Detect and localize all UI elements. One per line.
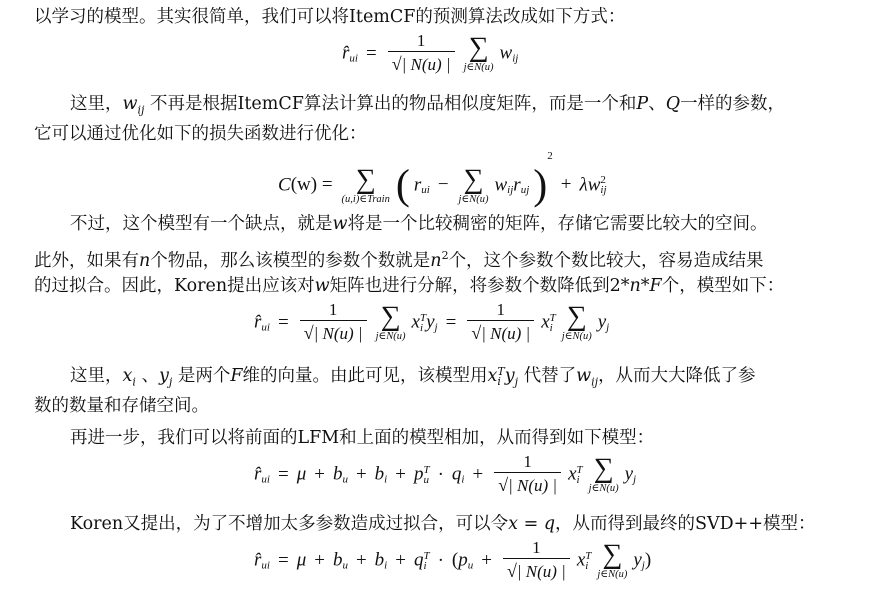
summation: ∑ j∈N(u) [463,32,494,73]
summation-neighbors: ∑ j∈N(u) [458,163,489,205]
equation-loss-function: C(w) = ∑ (u,i)∈Train ( $r_{ui}$ − ∑ j∈N(u) $w_{ij}r_{uj}$ )$^2$ + λw 2 ij [278,150,607,209]
paragraph-line-9: 再进一步，我们可以将前面的LFM和上面的模型相加，从而得到如下模型： [70,428,655,448]
paragraph-line-1: 以学习的模型。其实很简单，我们可以将ItemCF的预测算法改成如下方式： [34,7,626,27]
paragraph-line-10: Koren又提出，为了不增加太多参数造成过拟合，可以令x = q，从而得到最终的SVD++模型： [70,514,816,534]
paragraph-line-5: 此外，如果有n个物品，那么该模型的参数个数就是$n^2$个，这个参数个数比较大，容易造成结果 [34,249,764,271]
paragraph-line-2: 这里，$w_{ij}$ 不再是根据ItemCF算法计算出的物品相似度矩阵，而是一个和P、Q一样的参数， [70,94,786,117]
equation-svdpp-model: $r̂_{ui} = \mu + b_u + b_i + q$ T i · ($p_u$ + $\frac{1}{√| N(u) |}$ x T i ∑ j∈N(u) $y_j$) [254,538,652,581]
paragraph-line-3: 它可以通过优化如下的损失函数进行优化： [34,124,367,144]
equation-itemcf-weights: $r̂_{ui}$ = $\frac{1}{√| N(u) |}$ ∑ j∈N(u) $w_{ij}$ [342,31,519,74]
paragraph-line-8: 数的数量和存储空间。 [34,396,209,416]
paragraph-line-6: 的过拟合。因此，Koren提出应该对w矩阵也进行分解，将参数个数降低到2*n*F个，模型如下： [34,276,785,296]
equation-combined-model: $r̂_{ui} = \mu + b_u + b_i + p$ T u · $q_i$ + $\frac{1}{√| N(u) |}$ x T i ∑ j∈N(u) $y_j$ [254,452,637,495]
summation-train: ∑ (u,i)∈Train [341,163,390,205]
equation-factorized-weights: $r̂_{ui}$ = $\frac{1}{√| N(u) |}$ ∑ j∈N(u) x T i $y_j$ = $\frac{1}{√| N(u) |}$ x T i ∑ j∈N(u) $y_j$ [254,300,610,343]
fraction-normalizer: $\frac{1}{√| N(u) |}$ [388,31,455,76]
paragraph-line-7: 这里，$x_i$ 、$y_j$ 是两个F维的向量。由此可见，该模型用x T i $y_j$ 代替了$w_{ij}$，从而大大降低了参 [70,364,756,389]
paragraph-line-4: 不过，这个模型有一个缺点，就是w将是一个比较稠密的矩阵，存储它需要比较大的空间。 [70,214,768,234]
